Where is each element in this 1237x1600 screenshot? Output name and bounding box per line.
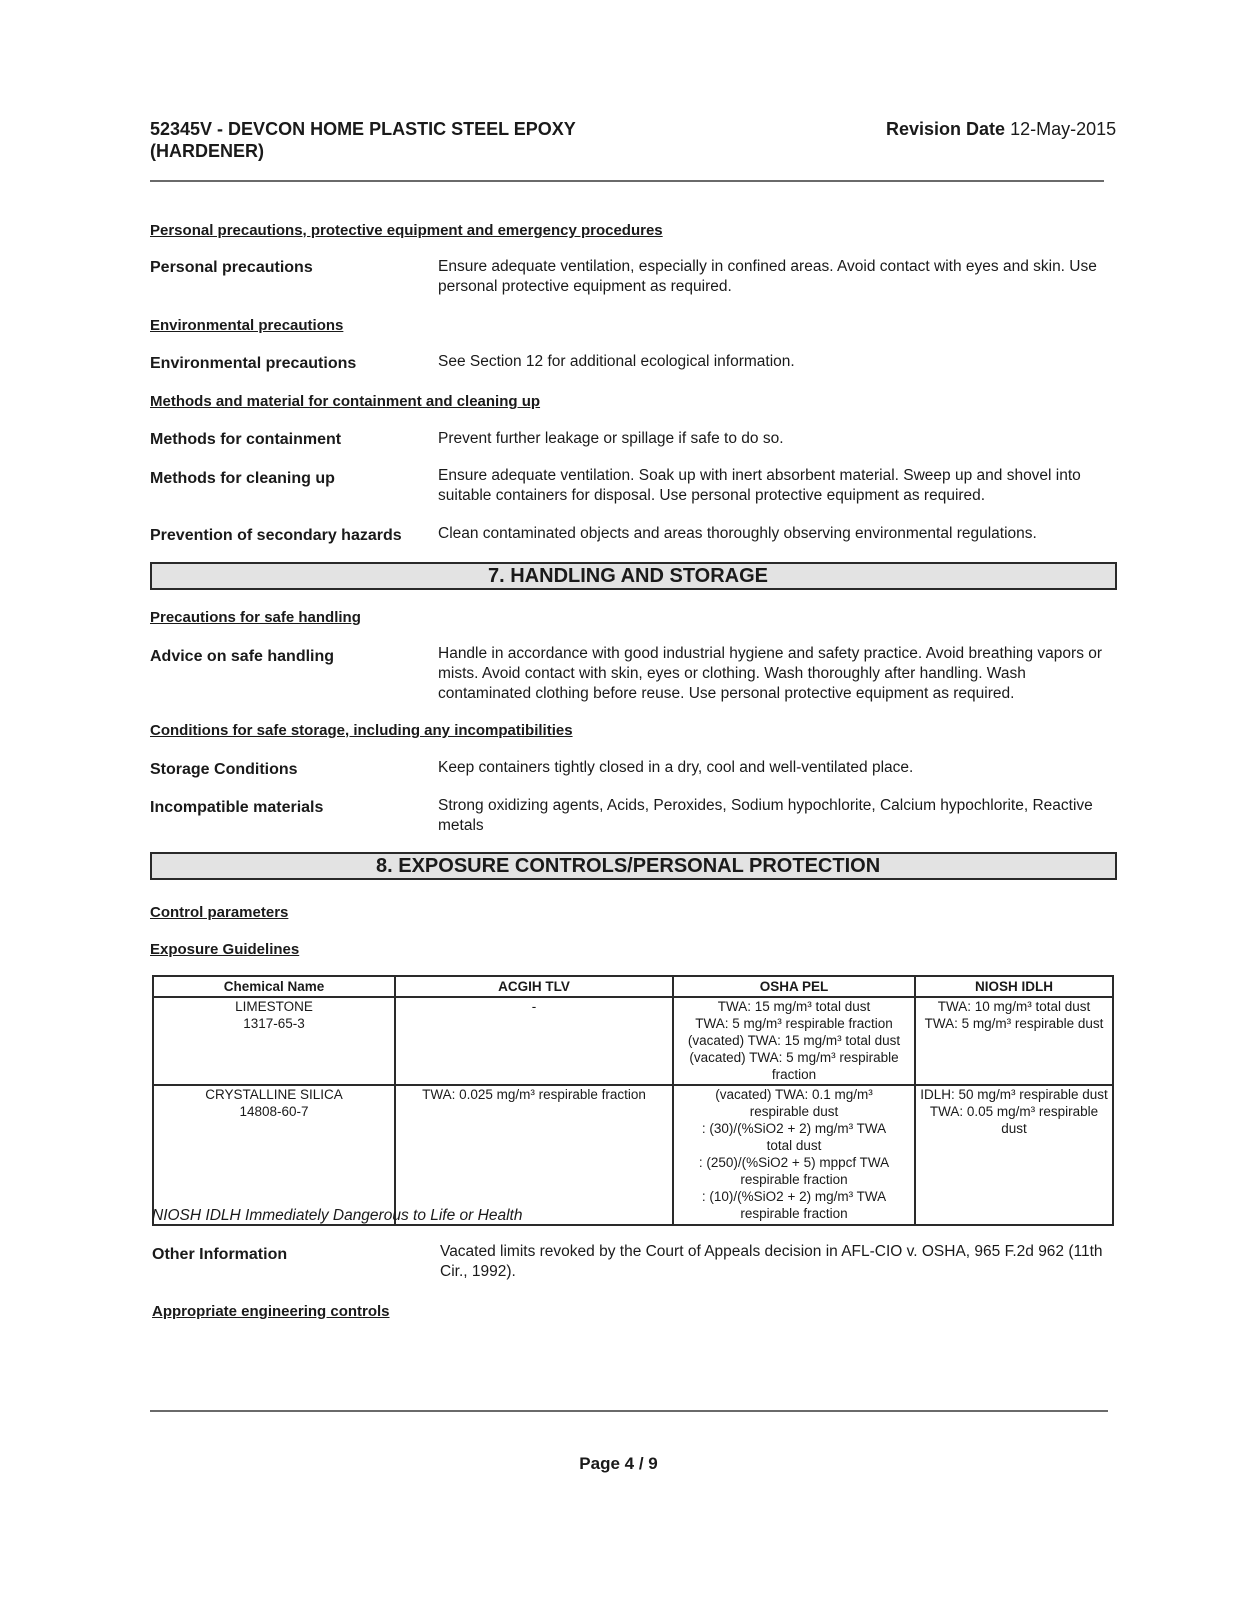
osha-line: : (10)/(%SiO2 + 2) mg/m³ TWA <box>701 1189 887 1204</box>
revision-label: Revision Date <box>886 119 1006 139</box>
osha-line: total dust <box>766 1138 822 1153</box>
osha-line: TWA: 15 mg/m³ total dust <box>717 999 871 1014</box>
table-header-row <box>153 976 1113 997</box>
advice-label: Advice on safe handling <box>150 648 335 665</box>
chemical-name-cell <box>153 997 395 1085</box>
header-rule <box>150 180 1104 182</box>
col-header-osha: OSHA PEL <box>673 976 915 997</box>
secondary-hazards-text: Clean contaminated objects and areas thoroughly observing environmental regulations. <box>438 525 1037 542</box>
cas-number: 14808-60-7 <box>239 1104 309 1119</box>
niosh-cell <box>915 1085 1113 1225</box>
engineering-controls-heading: Appropriate engineering controls <box>152 1303 390 1320</box>
chemical-name: LIMESTONE <box>235 999 313 1014</box>
niosh-cell <box>915 997 1113 1085</box>
title-line-1: 52345V - DEVCON HOME PLASTIC STEEL EPOXY <box>150 119 576 139</box>
other-information-text: Vacated limits revoked by the Court of Appeals decision in AFL-CIO v. OSHA, 965 F.2d 962 (11th Cir., 1992). <box>440 1243 1103 1280</box>
environmental-precautions-heading: Environmental precautions <box>150 317 344 334</box>
exposure-guidelines-heading: Exposure Guidelines <box>150 941 300 958</box>
advice-text: Handle in accordance with good industrial hygiene and safety practice. Avoid breathing vapors or mists. Avoid contact with skin, eyes or clothing. Wash thoroughly after handling. Wash contaminated clothing before reuse. Use personal protective equipment as required. <box>438 645 1103 702</box>
cas-number: 1317-65-3 <box>243 1016 305 1031</box>
methods-heading: Methods and material for containment and cleaning up <box>150 393 541 410</box>
environmental-precautions-label: Environmental precautions <box>150 355 357 372</box>
containment-text: Prevent further leakage or spillage if safe to do so. <box>438 430 784 447</box>
chemical-name: CRYSTALLINE SILICA <box>205 1087 343 1102</box>
personal-precautions-text: Ensure adequate ventilation, especially in confined areas. Avoid contact with eyes and skin. Use personal protective equipment as required. <box>438 258 1097 295</box>
acgih-value: TWA: 0.025 mg/m³ respirable fraction <box>422 1087 646 1102</box>
page-number: Page 4 / 9 <box>579 1454 658 1473</box>
exposure-guidelines-table <box>152 975 1114 1226</box>
acgih-cell <box>395 997 673 1085</box>
safe-handling-heading: Precautions for safe handling <box>150 609 361 626</box>
title-line-2: (HARDENER) <box>150 141 264 161</box>
storage-heading: Conditions for safe storage, including any incompatibilities <box>150 722 573 739</box>
osha-line: TWA: 5 mg/m³ respirable fraction <box>695 1016 893 1031</box>
storage-label: Storage Conditions <box>150 761 298 778</box>
incompatible-label: Incompatible materials <box>150 799 324 816</box>
section-7-title: 7. HANDLING AND STORAGE <box>488 565 769 587</box>
cleaning-label: Methods for cleaning up <box>150 470 335 487</box>
osha-line: : (30)/(%SiO2 + 2) mg/m³ TWA <box>701 1121 887 1136</box>
section-7-band <box>150 562 1117 590</box>
secondary-hazards-label: Prevention of secondary hazards <box>150 527 402 544</box>
footer-rule <box>150 1410 1108 1412</box>
storage-text: Keep containers tightly closed in a dry, cool and well-ventilated place. <box>438 759 914 776</box>
document-title <box>150 118 576 162</box>
chemical-name-cell <box>153 1085 395 1225</box>
environmental-precautions-text: See Section 12 for additional ecological information. <box>438 353 795 370</box>
col-header-acgih: ACGIH TLV <box>395 976 673 997</box>
osha-line: : (250)/(%SiO2 + 5) mppcf TWA <box>698 1155 890 1170</box>
niosh-line: TWA: 5 mg/m³ respirable dust <box>924 1016 1104 1031</box>
personal-precautions-label: Personal precautions <box>150 259 313 276</box>
other-information-label: Other Information <box>152 1246 288 1263</box>
niosh-line: IDLH: 50 mg/m³ respirable dust <box>920 1087 1108 1102</box>
containment-label: Methods for containment <box>150 431 342 448</box>
revision-date-value: 12-May-2015 <box>1010 119 1117 139</box>
section-8-band <box>150 852 1117 880</box>
niosh-line: TWA: 10 mg/m³ total dust <box>937 999 1091 1014</box>
osha-cell <box>673 1085 915 1225</box>
acgih-cell <box>395 1085 673 1225</box>
acgih-value: - <box>531 999 537 1014</box>
personal-precautions-heading: Personal precautions, protective equipment and emergency procedures <box>150 222 663 239</box>
table-row <box>153 997 1113 1085</box>
revision-date <box>886 118 1116 140</box>
section-8-title: 8. EXPOSURE CONTROLS/PERSONAL PROTECTION <box>376 855 881 877</box>
osha-line: respirable fraction <box>740 1172 848 1187</box>
incompatible-text: Strong oxidizing agents, Acids, Peroxides, Sodium hypochlorite, Calcium hypochlorite, Reactive metals <box>438 797 1093 834</box>
osha-line: respirable fraction <box>740 1206 848 1221</box>
osha-line: (vacated) TWA: 0.1 mg/m³ <box>715 1087 873 1102</box>
col-header-chemical: Chemical Name <box>153 976 395 997</box>
col-header-niosh: NIOSH IDLH <box>915 976 1113 997</box>
control-parameters-heading: Control parameters <box>150 904 289 921</box>
osha-cell <box>673 997 915 1085</box>
niosh-line: TWA: 0.05 mg/m³ respirable dust <box>929 1104 1099 1136</box>
osha-line: (vacated) TWA: 15 mg/m³ total dust <box>687 1033 901 1048</box>
cleaning-text: Ensure adequate ventilation. Soak up with inert absorbent material. Sweep up and shovel into suitable containers for disposal. Use personal protective equipment as required. <box>438 467 1081 504</box>
osha-line: respirable dust <box>749 1104 839 1119</box>
niosh-footnote: NIOSH IDLH Immediately Dangerous to Life or Health <box>152 1207 523 1224</box>
table-row <box>153 1085 1113 1225</box>
osha-line: (vacated) TWA: 5 mg/m³ respirable <box>689 1050 899 1065</box>
osha-line: fraction <box>771 1067 817 1082</box>
